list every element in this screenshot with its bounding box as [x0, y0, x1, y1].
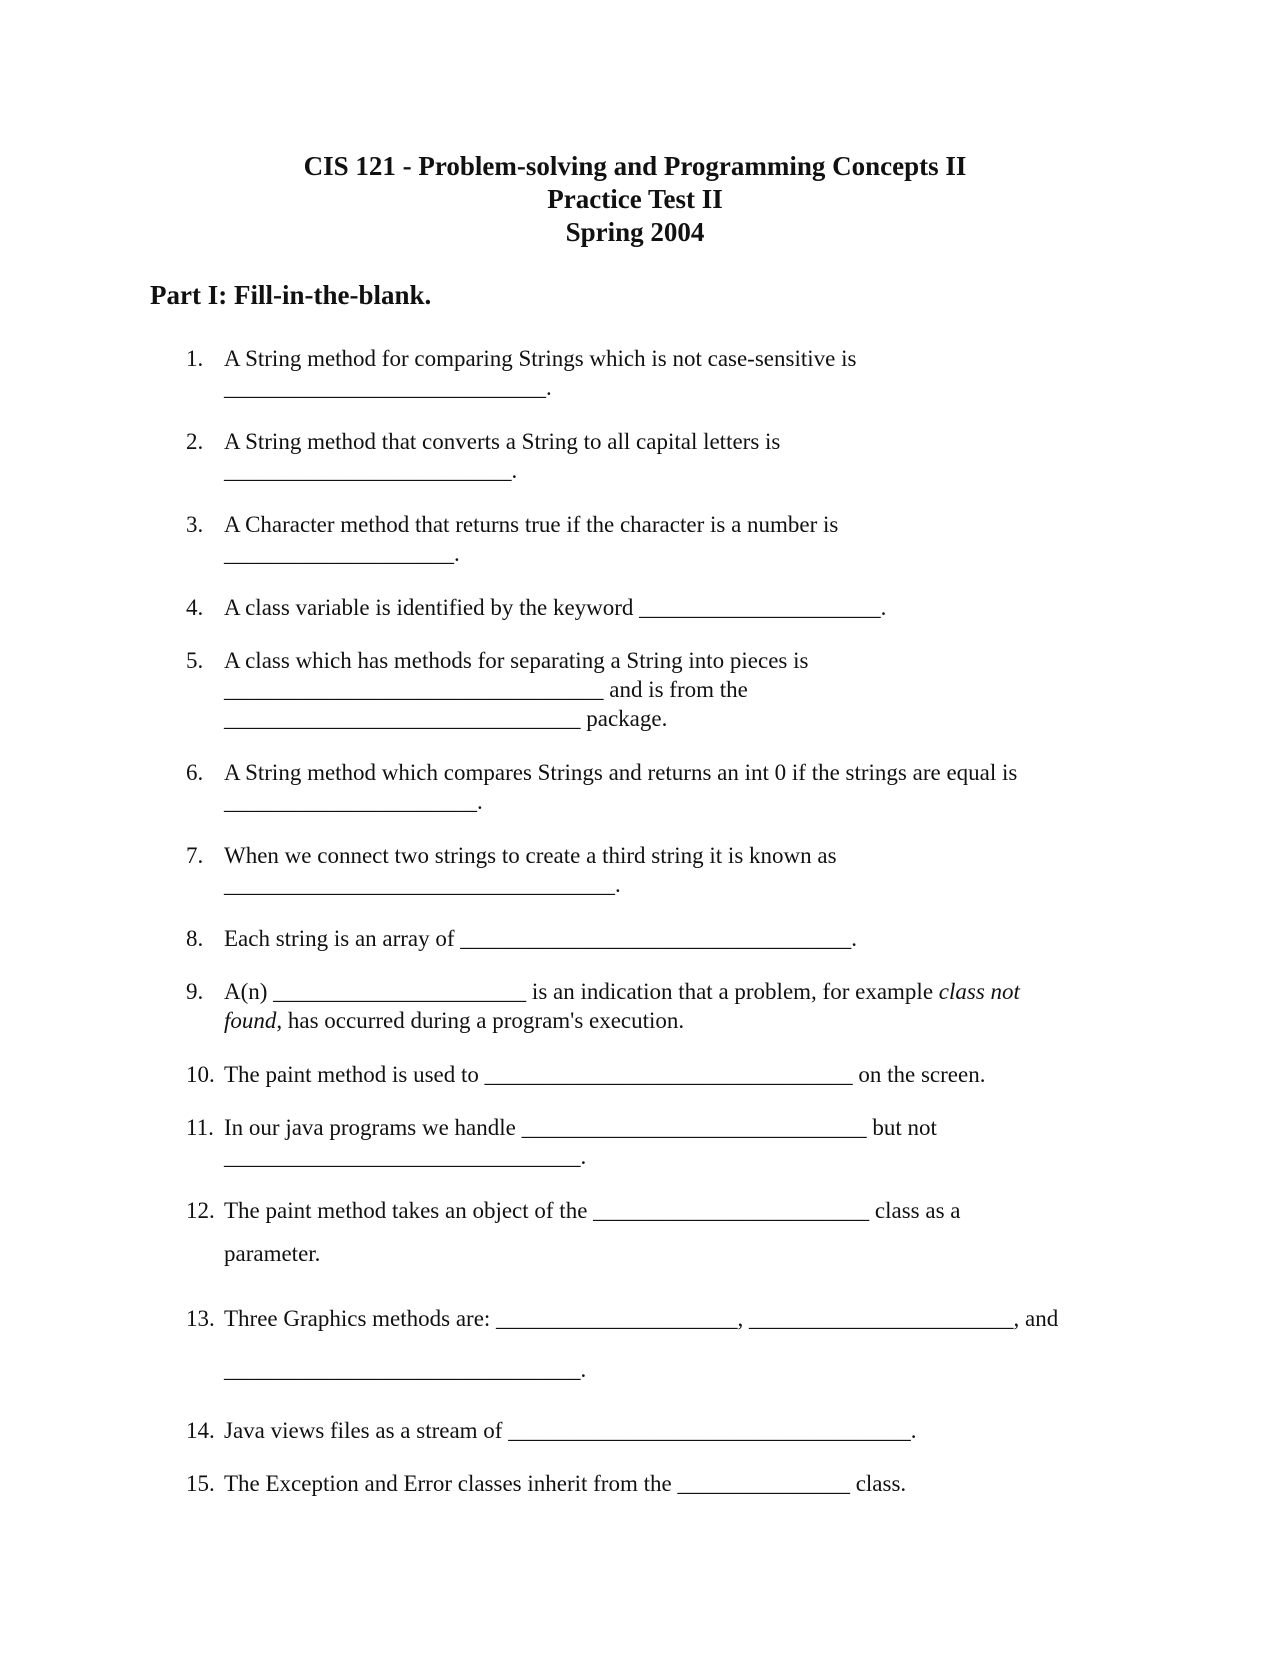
question-text	[224, 841, 837, 899]
question-text	[224, 924, 857, 953]
question-text	[224, 977, 1020, 1035]
question-text	[224, 593, 886, 622]
question-number: 8.	[186, 926, 204, 951]
answer-blank: _________________________________ and is from the	[224, 677, 748, 702]
question-number: 2.	[186, 429, 204, 454]
question-line	[224, 1006, 1020, 1035]
question-number: 6.	[186, 760, 204, 785]
question-line: The Exception and Error classes inherit from the _______________ class.	[224, 1471, 907, 1496]
answer-blank: __________________________________.	[224, 872, 621, 897]
test-name: Practice Test II	[547, 184, 723, 214]
question-text	[224, 1113, 937, 1171]
question-line: Each string is an array of __________________________________.	[224, 926, 858, 951]
question-text	[224, 1416, 916, 1445]
question-number: 1.	[186, 346, 204, 371]
answer-blank: ____________________________.	[224, 375, 552, 400]
question-text	[224, 1060, 985, 1089]
question-number: 7.	[186, 843, 204, 868]
question-line: A class variable is identified by the keyword _____________________.	[224, 595, 887, 620]
question-number: 3.	[186, 512, 204, 537]
answer-blank: _______________________________.	[224, 1144, 587, 1169]
question-text	[224, 1196, 960, 1268]
question-text	[224, 758, 1017, 816]
question-number: 13.	[186, 1306, 215, 1331]
answer-blank: ____________________.	[224, 541, 460, 566]
question-number: 14.	[186, 1418, 215, 1443]
question-text-part: A(n) ______________________ is an indication that a problem, for example	[224, 979, 939, 1004]
question-text	[224, 646, 808, 733]
part-heading: Part I: Fill-in-the-blank.	[150, 280, 432, 310]
question-line: In our java programs we handle ______________________________ but not	[224, 1115, 937, 1140]
question-line: A String method for comparing Strings which is not case-sensitive is	[224, 346, 857, 371]
italic-example: class not	[938, 979, 1020, 1004]
answer-blank: _______________________________.	[224, 1357, 587, 1382]
answer-blank: _________________________.	[224, 458, 518, 483]
question-number: 4.	[186, 595, 204, 620]
question-line	[224, 977, 1020, 1006]
question-line: A Character method that returns true if the character is a number is	[224, 512, 839, 537]
question-line: A String method which compares Strings and returns an int 0 if the strings are equal is	[224, 760, 1018, 785]
question-number: 5.	[186, 648, 204, 673]
question-line: Java views files as a stream of ___________________________________.	[224, 1418, 917, 1443]
question-number: 10.	[186, 1062, 215, 1087]
question-line: Three Graphics methods are: _____________________, _______________________, and	[224, 1306, 1059, 1331]
question-text	[224, 1304, 1058, 1384]
question-text-part: , has occurred during a program's execution.	[276, 1008, 685, 1033]
question-text	[224, 510, 838, 568]
answer-blank: ______________________.	[224, 789, 483, 814]
question-line: The paint method is used to ________________________________ on the screen.	[224, 1062, 986, 1087]
question-line: A String method that converts a String to all capital letters is	[224, 429, 781, 454]
question-number: 15.	[186, 1471, 215, 1496]
question-number: 11.	[186, 1115, 214, 1140]
question-line: When we connect two strings to create a third string it is known as	[224, 843, 837, 868]
question-line: parameter.	[224, 1241, 321, 1266]
question-text	[224, 1469, 906, 1498]
question-number: 9.	[186, 979, 204, 1004]
document-title-block	[0, 150, 1270, 249]
question-text	[224, 344, 856, 402]
answer-blank: _______________________________ package.	[224, 706, 668, 731]
question-line: The paint method takes an object of the ________________________ class as a	[224, 1198, 961, 1223]
question-text	[224, 427, 780, 485]
term: Spring 2004	[565, 217, 705, 247]
italic-example: found	[224, 1008, 277, 1033]
question-number: 12.	[186, 1198, 215, 1223]
course-title: CIS 121 - Problem-solving and Programming Concepts II	[303, 151, 967, 181]
question-line: A class which has methods for separating a String into pieces is	[224, 648, 809, 673]
